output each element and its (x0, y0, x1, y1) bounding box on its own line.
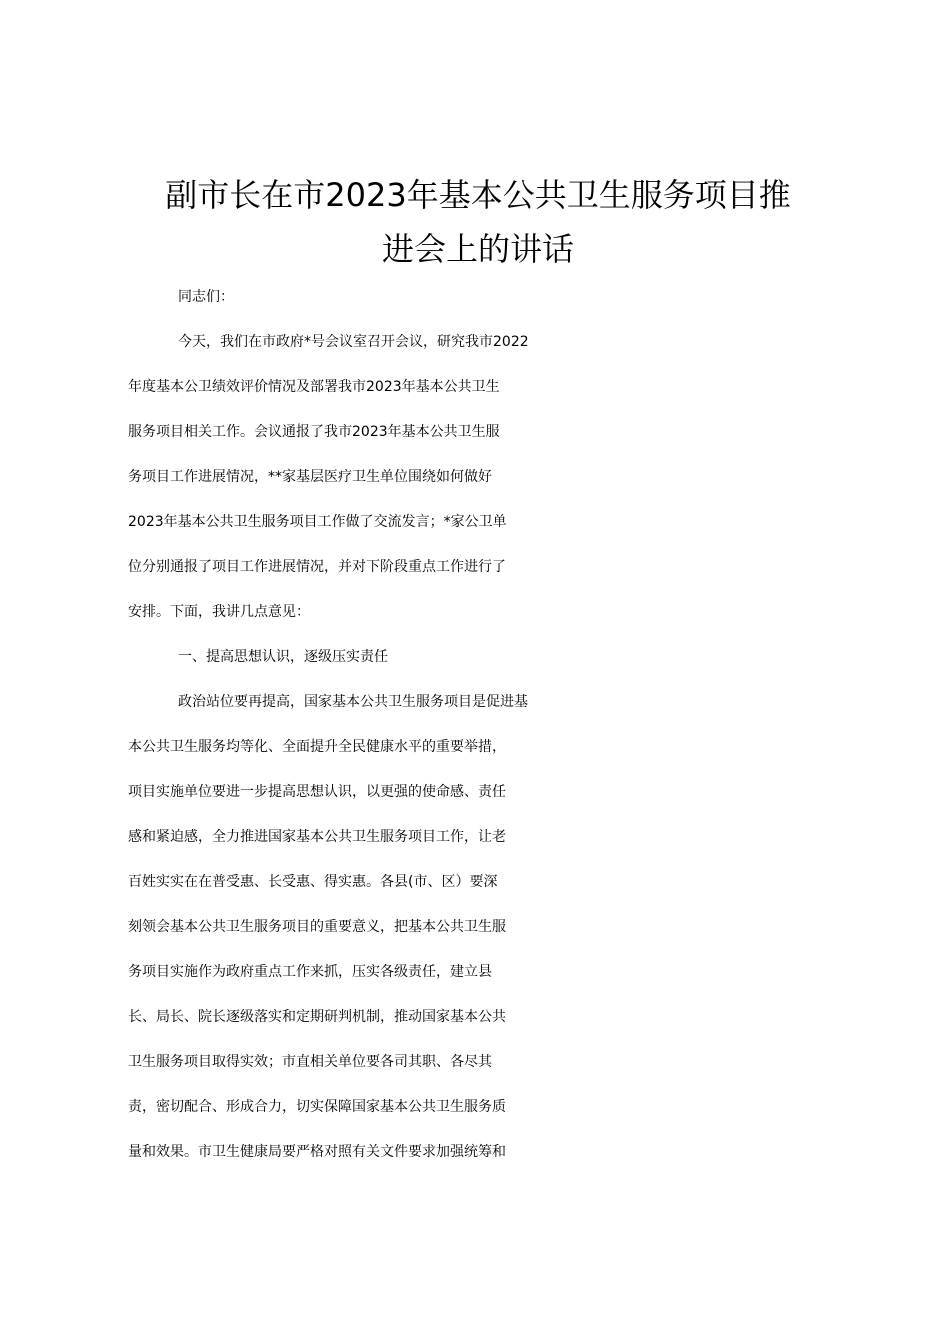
body-line: 安排。下面，我讲几点意见： (128, 604, 310, 620)
body-line: 政治站位要再提高，国家基本公共卫生服务项目是促进基 (178, 694, 528, 710)
body-line: 刻领会基本公共卫生服务项目的重要意义，把基本公共卫生服 (128, 919, 506, 935)
body-line: 务项目工作进展情况，**家基层医疗卫生单位围绕如何做好 (128, 469, 492, 485)
body-line: 量和效果。市卫生健康局要严格对照有关文件要求加强统筹和 (128, 1144, 506, 1160)
body-line: 长、局长、院长逐级落实和定期研判机制，推动国家基本公共 (128, 1009, 506, 1025)
document-title (128, 168, 828, 276)
body-line: 务项目实施作为政府重点工作来抓，压实各级责任，建立县 (128, 964, 492, 980)
body-line: 今天，我们在市政府*号会议室召开会议，研究我市2022 (178, 334, 529, 350)
body-line: 卫生服务项目取得实效；市直相关单位要各司其职、各尽其 (128, 1054, 492, 1070)
body-line: 本公共卫生服务均等化、全面提升全民健康水平的重要举措， (128, 739, 506, 755)
body-line: 项目实施单位要进一步提高思想认识，以更强的使命感、责任 (128, 784, 506, 800)
body-line: 感和紧迫感，全力推进国家基本公共卫生服务项目工作，让老 (128, 829, 506, 845)
body-line: 年度基本公卫绩效评价情况及部署我市2023年基本公共卫生 (128, 379, 500, 395)
salutation: 同志们： (178, 289, 234, 305)
title-line-2: 进会上的讲话 (381, 230, 574, 268)
body-line: 服务项目相关工作。会议通报了我市2023年基本公共卫生服 (128, 424, 500, 440)
body-line: 责，密切配合、形成合力，切实保障国家基本公共卫生服务质 (128, 1099, 506, 1115)
body-line: 位分别通报了项目工作进展情况，并对下阶段重点工作进行了 (128, 559, 506, 575)
title-line-1: 副市长在市2023年基本公共卫生服务项目推 (165, 176, 791, 214)
body-line: 2023年基本公共卫生服务项目工作做了交流发言；*家公卫单 (128, 514, 507, 530)
section-heading: 一、提高思想认识，逐级压实责任 (178, 649, 388, 665)
body-line: 百姓实实在在普受惠、长受惠、得实惠。各县(市、区）要深 (128, 874, 498, 890)
